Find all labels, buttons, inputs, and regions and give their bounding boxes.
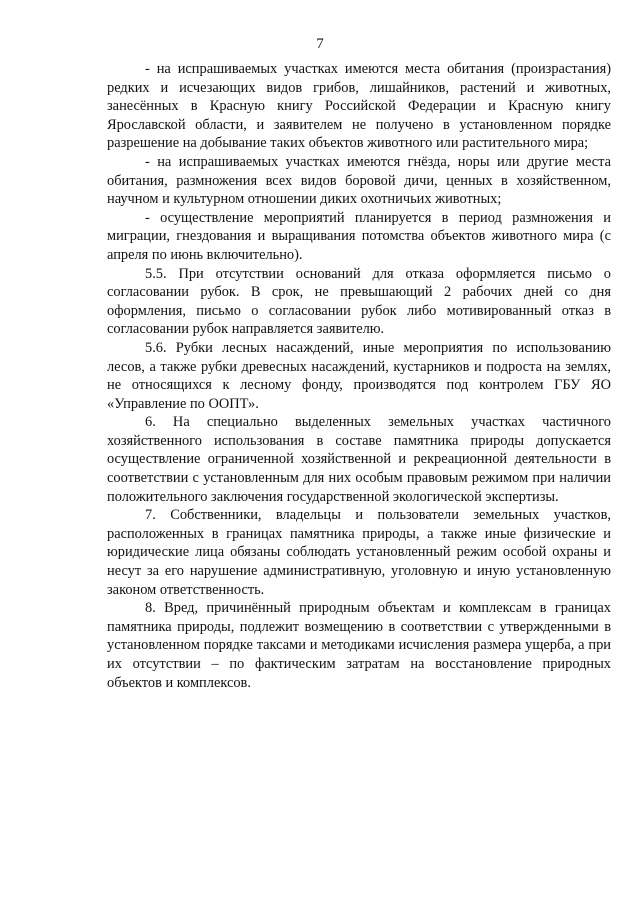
paragraph-5-6: 5.6. Рубки лесных насаждений, иные мероприятия по использованию лесов, а также рубки древесных насаждений, кустарников и подроста на землях, не относящихся к лесному фонду, производятся под контролем ГБУ ЯО «Управление по ООПТ». [107, 339, 611, 412]
paragraph-condition-rare-species: - на испрашиваемых участках имеются места обитания (произрастания) редких и исчезающих видов грибов, лишайников, растений и животных, занесённых в Красную книгу Российской Федерации и Красную книгу Ярославской области, и заявителем не получено в установленном порядке разрешение на добывание таких объектов животного или растительного мира; [107, 61, 611, 152]
paragraph-6: 6. На специально выделенных земельных участках частичного хозяйственного использования в составе памятника природы допускается осуществление ограниченной хозяйственной и рекреационной деятельности в соответствии с установленным для них особым правовым режимом при наличии положительного заключения государственной экологической экспертизы. [107, 414, 611, 505]
paragraph-5-5: 5.5. При отсутствии оснований для отказа оформляется письмо о согласовании рубок. В срок, не превышающий 2 рабочих дней со дня оформления, письмо о согласовании рубок либо мотивированный отказ в согласовании рубок направляется заявителю. [107, 265, 611, 338]
document-body [107, 60, 611, 692]
paragraph-condition-nests: - на испрашиваемых участках имеются гнёзда, норы или другие места обитания, размножения всех видов боровой дичи, ценных в хозяйственном, научном и культурном отношении диких охотничьих животных; [107, 153, 611, 208]
paragraph-7: 7. Собственники, владельцы и пользователи земельных участков, расположенных в границах памятника природы, а также иные физические и юридические лица обязаны соблюдать установленный режим особой охраны и несут за его нарушение административную, уголовную и иную установленную законом ответственность. [107, 507, 611, 598]
paragraph-8: 8. Вред, причинённый природным объектам и комплексам в границах памятника природы, подлежит возмещению в соответствии с утвержденными в установленном порядке таксами и методиками исчисления размера ущерба, а при их отсутствии – по фактическим затратам на восстановление природных объектов и комплексов. [107, 600, 611, 691]
page-number: 7 [316, 36, 324, 52]
paragraph-condition-breeding-period: - осуществление мероприятий планируется в период размножения и миграции, гнездования и выращивания потомства объектов животного мира (с апреля по июнь включительно). [107, 209, 611, 263]
